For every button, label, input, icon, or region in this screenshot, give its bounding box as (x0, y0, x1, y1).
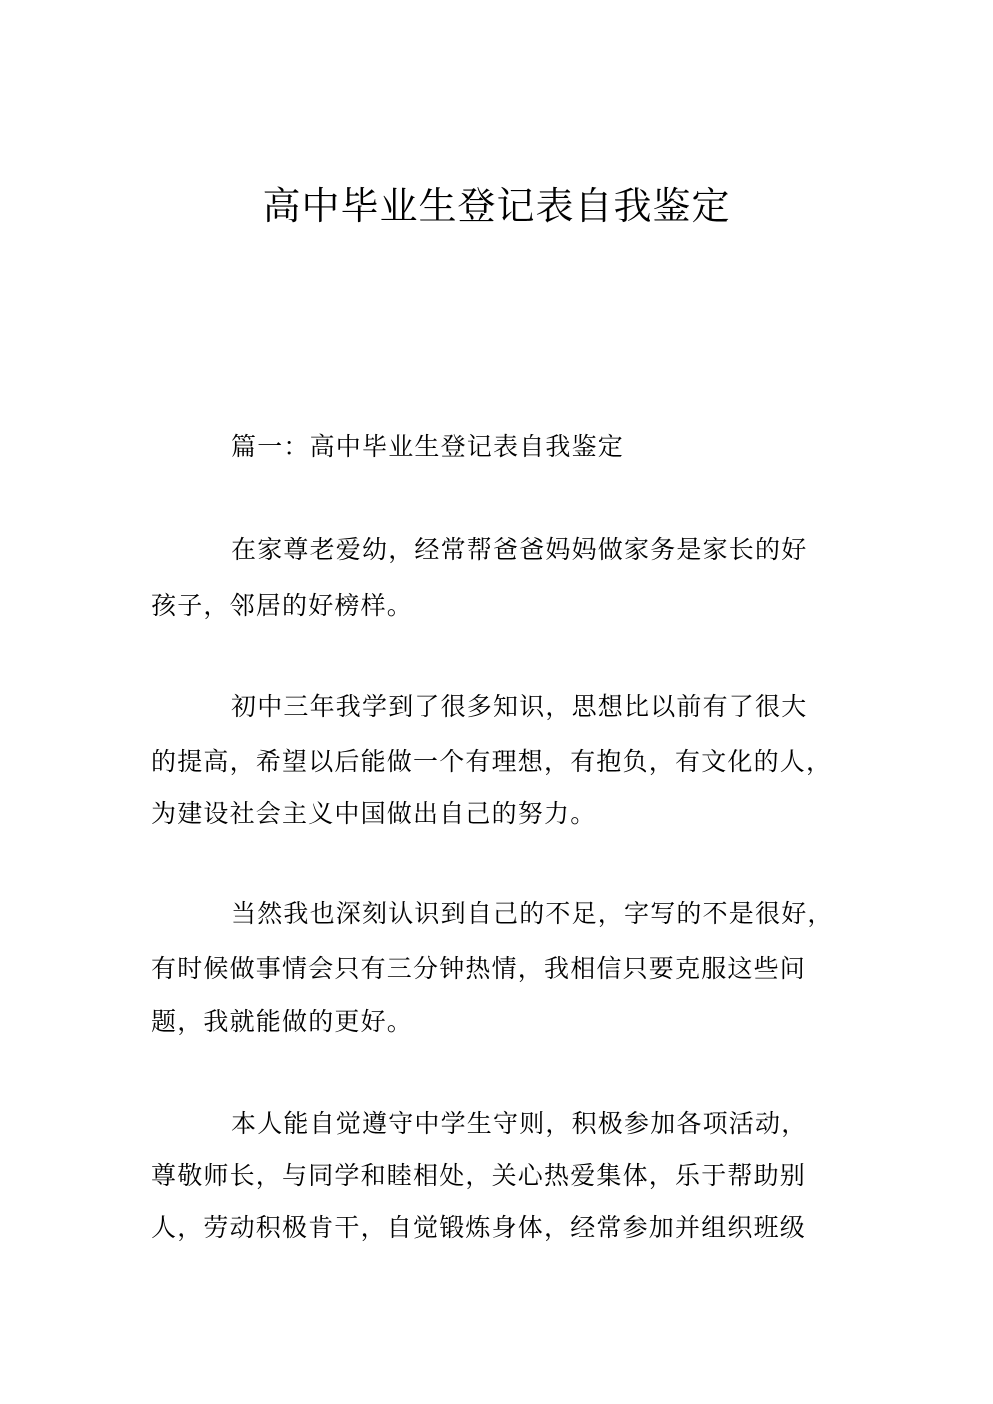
section-heading: 篇一：高中毕业生登记表自我鉴定 (231, 432, 625, 461)
paragraph-line: 的提高，希望以后能做一个有理想，有抱负，有文化的人， (151, 747, 833, 776)
paragraph-line: 为建设社会主义中国做出自己的努力。 (151, 799, 597, 828)
document-title: 高中毕业生登记表自我鉴定 (262, 184, 731, 228)
paragraph-line: 有时候做事情会只有三分钟热情，我相信只要克服这些问 (151, 954, 807, 983)
paragraph-line: 初中三年我学到了很多知识，思想比以前有了很大 (231, 692, 808, 721)
paragraph-line: 题，我就能做的更好。 (151, 1007, 414, 1036)
paragraph-line: 本人能自觉遵守中学生守则，积极参加各项活动， (231, 1109, 808, 1138)
paragraph-line: 孩子，邻居的好榜样。 (151, 591, 414, 620)
paragraph-line: 尊敬师长，与同学和睦相处，关心热爱集体，乐于帮助别 (151, 1161, 807, 1190)
paragraph-line: 人，劳动积极肯干，自觉锻炼身体，经常参加并组织班级 (151, 1213, 807, 1242)
paragraph-line: 在家尊老爱幼，经常帮爸爸妈妈做家务是家长的好 (231, 535, 808, 564)
paragraph-line: 当然我也深刻认识到自己的不足，字写的不是很好， (231, 899, 834, 928)
